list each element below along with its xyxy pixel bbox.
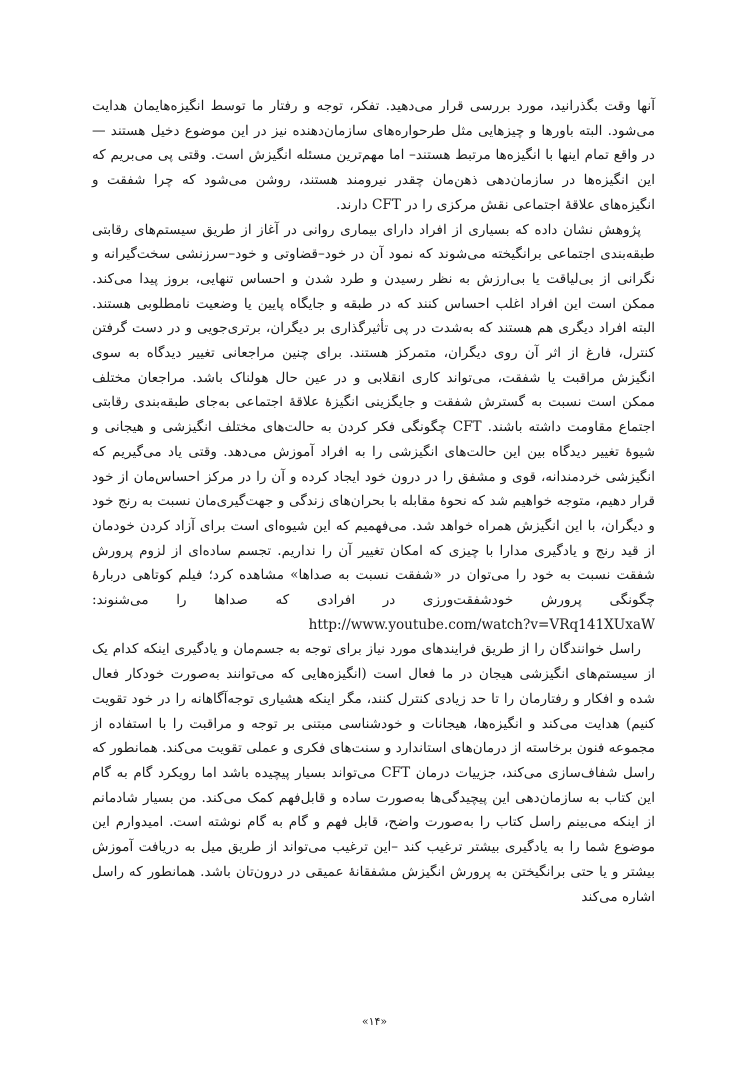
- paragraph-3: راسل خوانندگان را از طریق فرایندهای مورد نیاز برای توجه به جسم‌مان و یادگیری اینکه کدام یک از سیستم‌های انگیزشی هیجان در ما فعال است (انگیزه‌هایی که می‌توانند به‌صورت خودکار فعال شده و افکار و رفتارمان را تا حد زیادی کنترل کنند، مگر اینکه هشیاری توجه‌آگاهانه را در خود تقویت کنیم) هدایت می‌کند و انگیزه‌ها، هیجانات و خودشناسی مبتنی بر توجه و مراقبت را با استفاده از مجموعه فنون برخاسته از درمان‌های استاندارد و سنت‌های فکری و عملی تقویت می‌کند. همانطور که راسل شفاف‌سازی می‌کند، جزییات درمان CFT می‌تواند بسیار پیچیده باشد اما رویکرد گام به گام این کتاب به سازمان‌دهی این پیچیدگی‌ها به‌صورت ساده و قابل‌فهم کمک می‌کند. من بسیار شادمانم از اینکه می‌بینم راسل کتاب را به‌صورت واضح، قابل فهم و گام به گام نوشته است. امیدوارم این موضوع شما را به یادگیری بیشتر ترغیب کند –این ترغیب می‌تواند از طریق میل به دریافت آموزش بیشتر و یا حتی برانگیختن به پرورش انگیزش مشفقانهٔ عمیقی در درون‌تان باشد. همانطور که راسل اشاره می‌کند: [92, 641, 655, 905]
- video-url-link[interactable]: http://www.youtube.com/watch?v=VRq141XUxaW: [308, 616, 655, 633]
- page-number: «۱۴»: [361, 1015, 388, 1028]
- body-text: [92, 94, 655, 909]
- paragraph-2: [92, 218, 655, 638]
- paragraph-1: آنها وقت بگذرانید، مورد بررسی قرار می‌دهید. تفکر، توجه و رفتار ما توسط انگیزه‌هایمان هدایت می‌شود. البته باورها و چیزهایی مثل طرحواره‌های سازمان‌دهنده نیز در این موضوع دخیل هستند — در واقع تمام اینها با انگیزه‌ها مرتبط هستند– اما مهم‌ترین مسئله انگیزش است. وقتی پی می‌بریم که این انگیزه‌ها در سازمان‌دهی ذهن‌مان چقدر نیرومند هستند، روشن می‌شود که چرا شفقت و انگیزه‌های علاقهٔ اجتماعی نقش مرکزی را در CFT دارند.: [92, 98, 655, 213]
- paragraph-2-text: پژوهش نشان داده که بسیاری از افراد دارای بیماری روانی در آغاز از طریق سیستم‌های رقابتی طبقه‌بندی اجتماعی برانگیخته می‌شوند که نمود آن در خود–قضاوتی و خود–سرزنشی سخت‌گیرانه و نگرانی از بی‌لیاقت یا بی‌ارزش به نظر رسیدن و طرد شدن و احساس تنهایی، بروز پیدا می‌کند. ممکن است این افراد اغلب احساس کنند که در طبقه و جایگاه پایین یا وضعیت نامطلوبی هستند. البته افراد دیگری هم هستند که به‌شدت در پی تأثیرگذاری بر دیگران، برتری‌جویی و در دست گرفتن کنترل، فارغ از اثر آن روی دیگران، متمرکز هستند. برای چنین مراجعانی تغییر دیدگاه به سوی انگیزش مراقبت یا شفقت، می‌تواند کاری انقلابی و در عین حال هولناک باشد. مراجعان مختلف ممکن است نسبت به گسترش شفقت و جایگزینی انگیزهٔ علاقهٔ اجتماعی به‌جای طبقه‌بندی رقابتی اجتماع مقاومت داشته باشند. CFT چگونگی فکر کردن به حالت‌های مختلف انگیزشی و هیجانی و شیوهٔ تغییر دیدگاه بین این حالت‌های انگیزشی را به افراد آموزش می‌دهد. وقتی یاد می‌گیریم که انگیزشی خردمندانه، قوی و مشفق را در درون خود ایجاد کرده و آن را در مرکز احساس‌مان از خود قرار دهیم، متوجه خواهیم شد که نحوهٔ مقابله با بحران‌های زندگی و جهت‌گیری‌مان نسبت به رنج خود و دیگران، با این انگیزش همراه خواهد شد. می‌فهمیم که این شیوه‌ای است برای آزاد کردن خودمان از قید رنج و یادگیری مدارا با چیزی که امکان تغییر آن را نداریم. تجسم ساده‌ای از لزوم پرورش شفقت نسبت به خود را می‌توان در «شفقت نسبت به صداها» مشاهده کرد؛ فیلم کوتاهی دربارهٔ چگونگی پرورش خودشفقت‌ورزی در افرادی که صداها را می‌شنوند:: [92, 221, 656, 609]
